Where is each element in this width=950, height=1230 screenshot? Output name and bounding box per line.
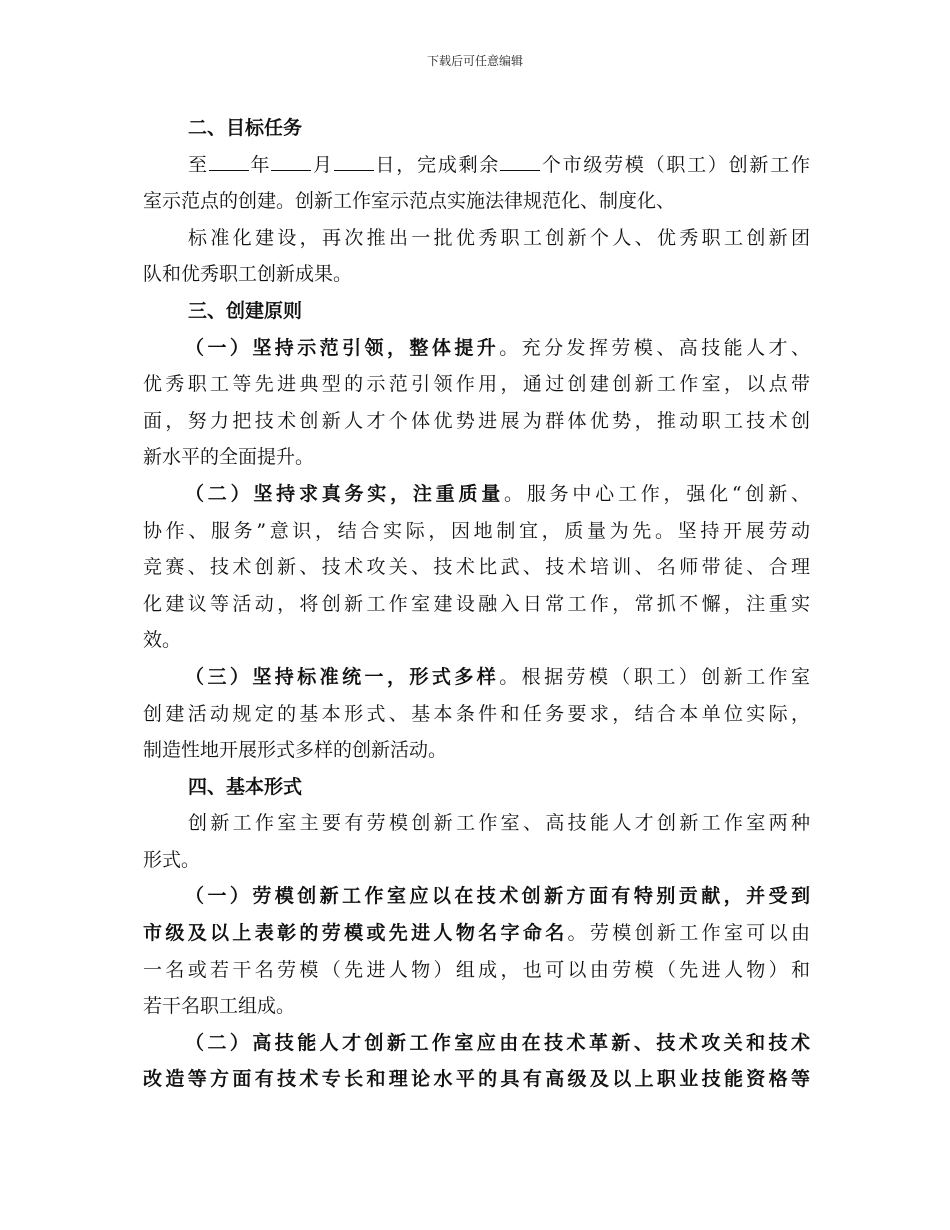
page-header: 下载后可任意编辑 <box>426 54 523 68</box>
paragraph-line: 效。 <box>143 629 182 652</box>
paragraph-line: 市级及以上表彰的劳模或先进人物名字命名。劳模创新工作室可以由 <box>143 922 810 945</box>
paragraph-line: 队和优秀职工创新成果。 <box>143 263 353 286</box>
blank-underline <box>334 154 374 171</box>
paragraph-line: 形式。 <box>143 848 201 871</box>
paragraph-line: 优秀职工等先进典型的示范引领作用，通过创建创新工作室，以点带 <box>143 373 810 396</box>
paragraph-line: （二）高技能人才创新工作室应由在技术革新、技术攻关和技术 <box>185 1031 810 1054</box>
paragraph-line: 面，努力把技术创新人才个体优势进展为群体优势，推动职工技术创 <box>143 409 810 432</box>
section-heading-forms: 四、基本形式 <box>188 775 303 798</box>
paragraph-line: 协作、服务”意识，结合实际，因地制宜，质量为先。坚持开展劳动 <box>143 519 810 542</box>
paragraph-line: 一名或若干名劳模（先进人物）组成，也可以由劳模（先进人物）和 <box>143 958 810 981</box>
paragraph-line: 创新工作室主要有劳模创新工作室、高技能人才创新工作室两种 <box>188 812 810 835</box>
paragraph-line: 新水平的全面提升。 <box>143 446 315 469</box>
blank-underline <box>271 154 311 171</box>
paragraph-line: 标准化建设，再次推出一批优秀职工创新个人、优秀职工创新团 <box>188 226 810 249</box>
paragraph-line: （一）劳模创新工作室应以在技术创新方面有特别贡献，并受到 <box>185 885 810 908</box>
blank-underline <box>209 154 249 171</box>
blank-underline <box>500 154 540 171</box>
paragraph-line: 至 年 月 日，完成剩余 个市级劳模（职工）创新工作 <box>188 153 810 176</box>
document-body <box>143 110 810 1098</box>
paragraph-line: （三）坚持标准统一，形式多样。根据劳模（职工）创新工作室 <box>185 665 810 688</box>
paragraph-line: （二）坚持求真务实，注重质量。服务中心工作，强化“创新、 <box>185 482 810 505</box>
paragraph-line: 竞赛、技术创新、技术攻关、技术比武、技术培训、名师带徒、合理 <box>143 556 810 579</box>
paragraph-line: 制造性地开展形式多样的创新活动。 <box>143 739 448 762</box>
paragraph-line: 改造等方面有技术专长和理论水平的具有高级及以上职业技能资格等 <box>143 1068 810 1091</box>
paragraph-line: 若干名职工组成。 <box>143 995 296 1018</box>
paragraph-line: 室示范点的创建。创新工作室示范点实施法律规范化、制度化、 <box>143 190 676 213</box>
paragraph-line: （一）坚持示范引领，整体提升。充分发挥劳模、高技能人才、 <box>185 336 810 359</box>
paragraph-line: 创建活动规定的基本形式、基本条件和任务要求，结合本单位实际， <box>143 702 810 725</box>
paragraph-line: 化建议等活动，将创新工作室建设融入日常工作，常抓不懈，注重实 <box>143 592 810 615</box>
section-heading-goals: 二、目标任务 <box>188 117 303 139</box>
section-heading-principles: 三、创建原则 <box>188 299 303 322</box>
